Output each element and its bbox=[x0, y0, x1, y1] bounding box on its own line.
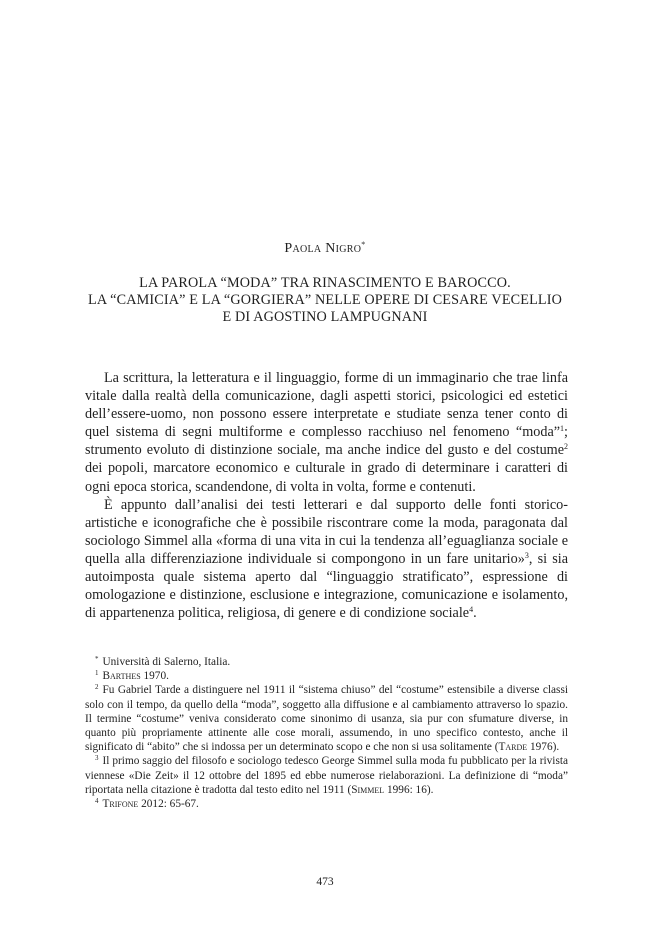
footnote-text: 2012: 65-67. bbox=[138, 798, 199, 811]
footnote-marker: 4 bbox=[95, 797, 99, 806]
footnote-marker: * bbox=[95, 655, 99, 663]
footnote-ref-2: 2 bbox=[564, 442, 568, 452]
footnote-marker: 1 bbox=[95, 669, 99, 678]
paragraph-1-text-b: ; strumento evoluto di distinzione sociale, ma anche indice del gusto e del costume bbox=[85, 424, 568, 459]
footnote-text: Università di Salerno, Italia. bbox=[102, 656, 231, 668]
author-name-text: Paola Nigro bbox=[284, 241, 362, 256]
footnote-text-end: 1996: 16). bbox=[384, 783, 434, 796]
footnote-ref-1: 1 bbox=[560, 424, 565, 434]
page-number: 473 bbox=[316, 876, 334, 888]
paragraph-1 bbox=[85, 369, 568, 496]
footnotes bbox=[85, 655, 568, 811]
footnote-ref-4: 4 bbox=[469, 605, 474, 615]
footnote-marker: 3 bbox=[95, 754, 99, 763]
citation-author: Simmel bbox=[351, 783, 385, 796]
footnote-text: Il primo saggio del filosofo e sociologo tedesco George Simmel sulla moda fu pubblicato per la rivista viennese «Die Zeit» il 12 ottobre del 1895 ed ebbe numerose rielaborazioni. La definizione di “moda” riportata nella citazione è tradotta dal testo edito nel 1911 ( bbox=[85, 755, 568, 796]
footnote-1 bbox=[85, 669, 568, 683]
footnote-affiliation bbox=[85, 655, 568, 669]
footnote-3 bbox=[85, 754, 568, 797]
body-text bbox=[85, 369, 568, 622]
footnote-text: 1970. bbox=[140, 670, 169, 683]
title-line-3: E DI AGOSTINO LAMPUGNANI bbox=[222, 309, 428, 325]
footnote-marker: 2 bbox=[95, 683, 99, 692]
paragraph-2 bbox=[85, 496, 568, 623]
citation-author: Tarde bbox=[498, 741, 528, 754]
article-title bbox=[60, 275, 590, 326]
footnote-text-end: 1976). bbox=[527, 741, 560, 754]
paragraph-2-text-a: È appunto dall’analisi dei testi letterari e dal supporto delle fonti storico-artistiche e iconografiche che è possibile riscontrare come la moda, paragonata dal sociologo Simmel alla «forma di una vita in cui la tendenza all’eguaglianza sociale e quella alla differenziazione individuale si compongono in un fare unitario» bbox=[85, 496, 568, 567]
paragraph-2-text-c: . bbox=[473, 605, 477, 622]
author-affiliation-marker: * bbox=[361, 240, 366, 249]
paragraph-2-text-b: , si sia autoimposta quale sistema aperto dal “linguaggio stratificato”, espressione di omologazione e distinzione, esclusione e integrazione, comunicazione e isolamento, di appartenenza politica, religiosa, di genere e di condizione sociale bbox=[85, 550, 569, 622]
author-name bbox=[0, 240, 650, 257]
footnote-4 bbox=[85, 797, 568, 811]
paragraph-1-text-c: dei popoli, marcatore economico e culturale in grado di determinare i caratteri di ogni epoca storica, scandendone, di volta in volta, forme e contenuti. bbox=[85, 460, 568, 495]
title-line-2: LA “CAMICIA” E LA “GORGIERA” NELLE OPERE DI CESARE VECELLIO bbox=[88, 292, 562, 308]
footnote-2 bbox=[85, 683, 568, 754]
paragraph-1-text-a: La scrittura, la letteratura e il linguaggio, forme di un immaginario che trae linfa vitale dalla realtà della comunicazione, dagli aspetti storici, psicologici ed estetici dell’essere-uomo, non possono essere interpretate e studiate senza tener conto di quel sistema di segni multiforme e complesso racchiuso nel fenomeno “moda” bbox=[85, 370, 568, 441]
footnote-ref-3: 3 bbox=[524, 550, 529, 560]
footnote-text: Fu Gabriel Tarde a distinguere nel 1911 il “sistema chiuso” del “costume” estensibile a diverse classi solo con il tempo, da quello della “moda”, soggetto alla diffusione e al cambiamento attraverso lo spazio. Il termine “costume” veniva considerato come sinonimo di usanza, sia pur con sfumature diverse, in quanto più propriamente attinente alle cose morali, assumendo, in uno specifico contesto, anche il significato di “abito” che si indossa per un determinato scopo e che non si usa solitamente ( bbox=[85, 684, 568, 754]
citation-author: Trifone bbox=[102, 798, 139, 811]
title-line-1: LA PAROLA “MODA” TRA RINASCIMENTO E BAROCCO. bbox=[139, 275, 511, 291]
citation-author: Barthes bbox=[102, 670, 141, 683]
